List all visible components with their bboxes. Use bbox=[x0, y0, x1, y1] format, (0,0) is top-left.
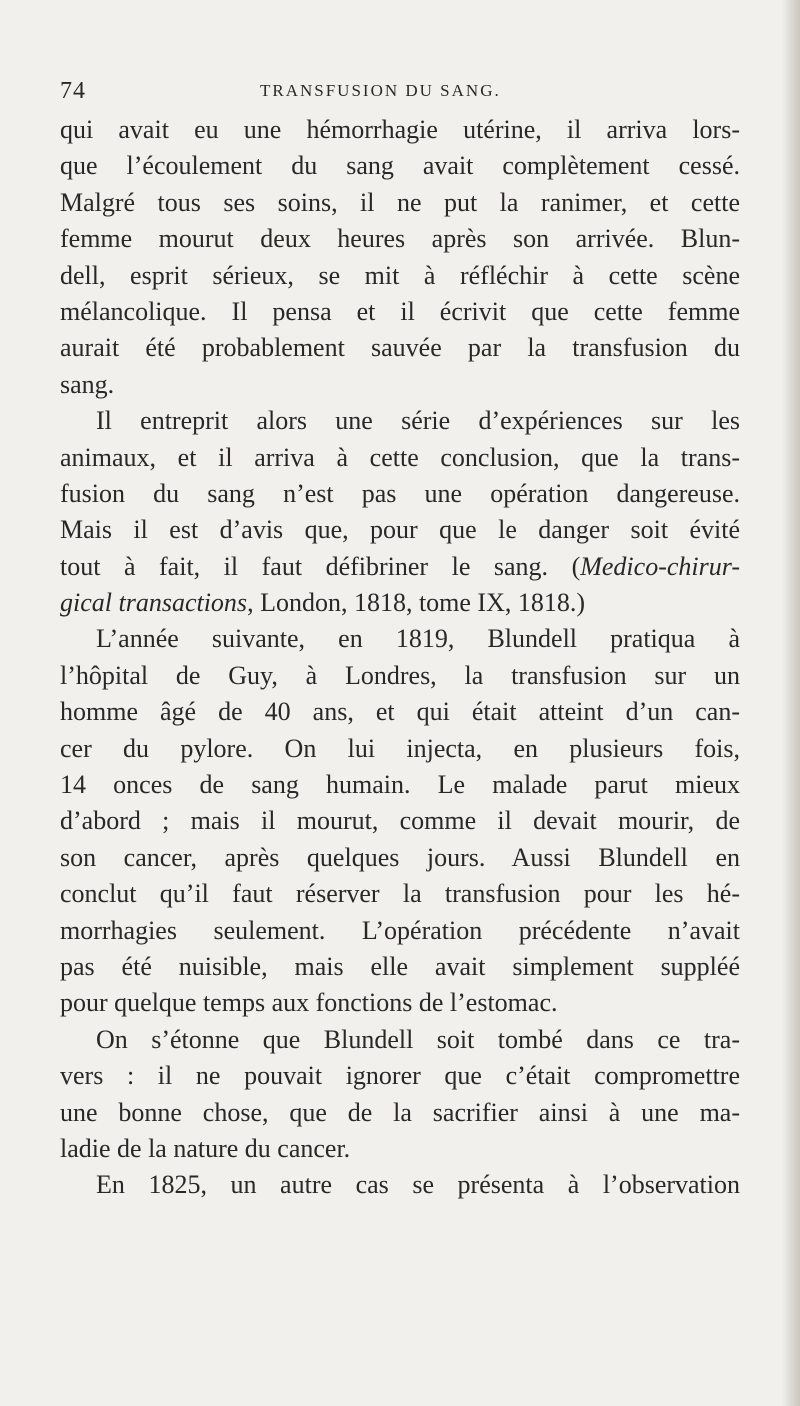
text-line: sang. bbox=[60, 369, 115, 399]
running-title: TRANSFUSION DU SANG. bbox=[260, 81, 501, 100]
text-line: ladie de la nature du cancer. bbox=[60, 1133, 351, 1163]
text-line: qui avait eu une hémorrhagie utérine, il arriva lors- bbox=[60, 115, 740, 144]
text-line: tout à fait, il faut défibriner le sang. (Medico-chirur- bbox=[60, 551, 740, 581]
text-line: d’abord ; mais il mourut, comme il devait mourir, de bbox=[60, 806, 740, 836]
body-text bbox=[60, 112, 740, 1204]
page-header bbox=[60, 78, 730, 108]
text-line: animaux, et il arriva à cette conclusion, que la trans- bbox=[60, 442, 740, 472]
text-line: conclut qu’il faut réserver la transfusion pour les hé- bbox=[60, 879, 740, 909]
text-line: vers : il ne pouvait ignorer que c’était compromettre bbox=[60, 1061, 740, 1091]
text-line: fusion du sang n’est pas une opération dangereuse. bbox=[60, 478, 740, 508]
text-line: aurait été probablement sauvée par la transfusion du bbox=[60, 333, 740, 363]
text-line: l’hôpital de Guy, à Londres, la transfusion sur un bbox=[60, 660, 740, 690]
text-line: une bonne chose, que de la sacrifier ainsi à une ma- bbox=[60, 1097, 740, 1127]
journal-title-italic: Medico-chirur- bbox=[580, 551, 740, 581]
text-line: morrhagies seulement. L’opération précédente n’avait bbox=[60, 915, 740, 945]
text-line: On s’étonne que Blundell soit tombé dans ce tra- bbox=[96, 1024, 740, 1054]
text-line: que l’écoulement du sang avait complètement cessé. bbox=[60, 151, 740, 181]
text-line: cer du pylore. On lui injecta, en plusieurs fois, bbox=[60, 733, 740, 763]
journal-title-italic: gical transactions bbox=[60, 588, 248, 618]
text-line: son cancer, après quelques jours. Aussi Blundell en bbox=[60, 842, 740, 872]
text-line: gical transactions, London, 1818, tome IX, 1818.) bbox=[60, 588, 586, 618]
text-line: homme âgé de 40 ans, et qui était atteint d’un can- bbox=[60, 697, 740, 727]
text-line: Malgré tous ses soins, il ne put la ranimer, et cette bbox=[60, 187, 740, 217]
page-edge-shadow bbox=[782, 0, 800, 1406]
text-line: femme mourut deux heures après son arrivée. Blun- bbox=[60, 224, 740, 254]
text-line: L’année suivante, en 1819, Blundell pratiqua à bbox=[96, 624, 740, 654]
text-line: mélancolique. Il pensa et il écrivit que cette femme bbox=[60, 296, 740, 326]
text-line: 14 onces de sang humain. Le malade parut mieux bbox=[60, 770, 740, 800]
text-line: dell, esprit sérieux, se mit à réfléchir à cette scène bbox=[60, 260, 740, 290]
text-line: pour quelque temps aux fonctions de l’estomac. bbox=[60, 988, 558, 1018]
text-line: Il entreprit alors une série d’expériences sur les bbox=[96, 406, 740, 436]
text-line: pas été nuisible, mais elle avait simplement suppléé bbox=[60, 951, 740, 981]
text-line: Mais il est d’avis que, pour que le danger soit évité bbox=[60, 515, 740, 545]
text-line: En 1825, un autre cas se présenta à l’observation bbox=[96, 1170, 740, 1200]
page-number: 74 bbox=[60, 78, 86, 104]
